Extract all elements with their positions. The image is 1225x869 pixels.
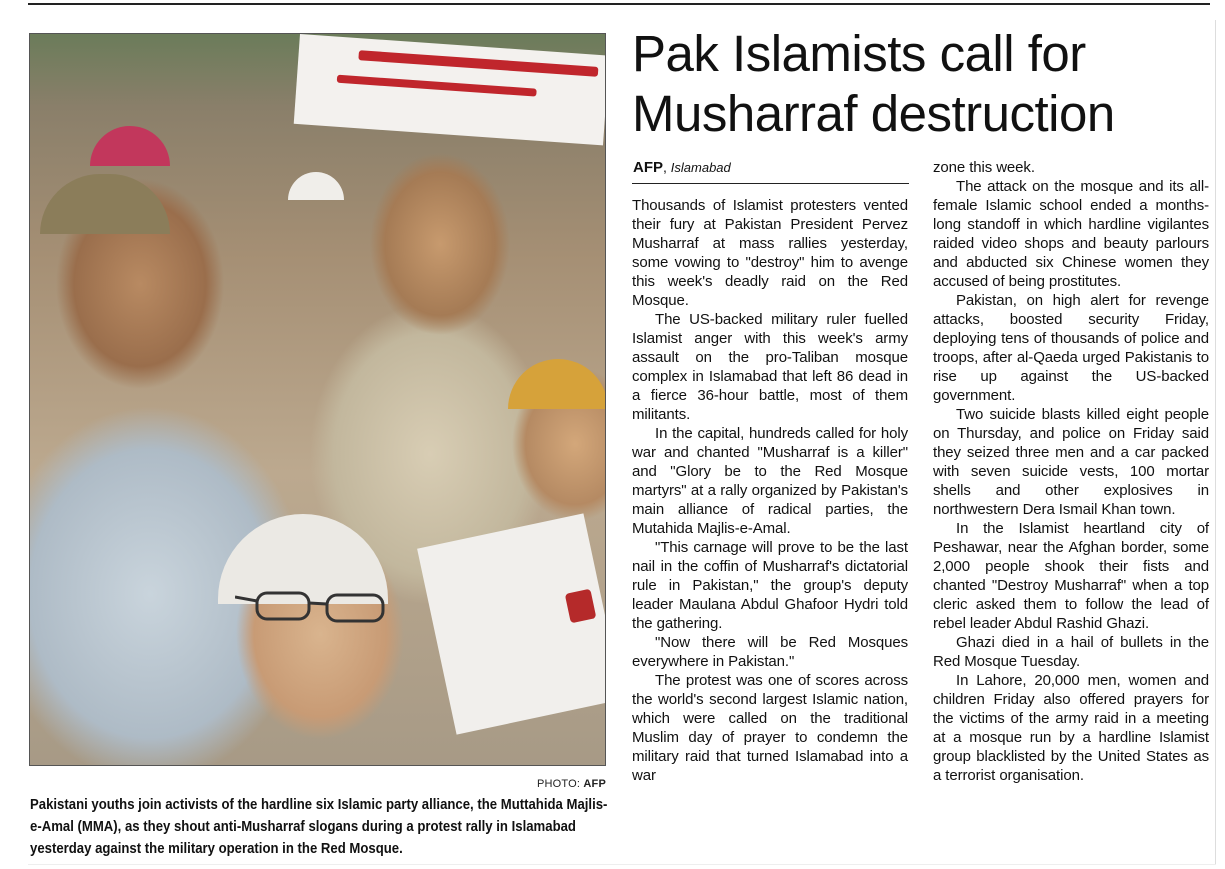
paragraph: "This carnage will prove to be the last nail in the coffin of Musharraf's dictatorial rule in Pakistan," the group's deputy leader Maulana Abdul Ghafoor Hydri told the gathering.	[632, 539, 908, 632]
paragraph: Ghazi died in a hail of bullets in the Red Mosque Tuesday.	[933, 634, 1209, 670]
top-rule	[28, 3, 1210, 5]
paragraph: "Now there will be Red Mosques everywhere in Pakistan."	[632, 634, 908, 670]
prayer-cap	[40, 174, 170, 234]
paragraph: Thousands of Islamist protesters vented their fury at Pakistan President Pervez Musharraf at mass rallies yesterday, some vowing to "destroy" him to avenge this week's deadly raid on the Red Mosque.	[632, 197, 908, 309]
byline: AFP, Islamabad	[633, 159, 731, 176]
prayer-cap	[288, 172, 344, 200]
photo-credit-label: PHOTO:	[536, 778, 581, 790]
prayer-cap	[508, 359, 606, 409]
party-flag	[417, 513, 606, 734]
photo-credit	[400, 778, 606, 790]
byline-agency: AFP	[633, 159, 663, 176]
paragraph: The attack on the mosque and its all-female Islamic school ended a months-long standoff in which hardline vigilantes raided video shops and beauty parlours and abducted six Chinese women they accused of being prostitutes.	[933, 178, 1209, 290]
bottom-rule	[28, 864, 1216, 865]
paragraph: In Lahore, 20,000 men, women and children Friday also offered prayers for the victims of the army raid in a meeting at a mosque run by a hardline Islamist group blacklisted by the United States as a terrorist organisation.	[933, 672, 1209, 784]
eyeglasses	[235, 589, 390, 623]
protest-banner	[294, 34, 606, 145]
paragraph: The US-backed military ruler fuelled Islamist anger with this week's army assault on the pro-Taliban mosque complex in Islamabad that left 86 dead in a fierce 36-hour battle, most of them militants.	[632, 311, 908, 423]
paragraph: In the capital, hundreds called for holy war and chanted "Musharraf is a killer" and "Glory be to the Red Mosque martyrs" at a rally organized by Pakistan's main alliance of radical parties, the Mutahida Majlis-e-Amal.	[632, 425, 908, 537]
article-column-2	[933, 158, 1209, 785]
paragraph: Pakistan, on high alert for revenge attacks, boosted security Friday, deploying tens of thousands of police and troops, after al-Qaeda urged Pakistanis to rise up against the US-backed government.	[933, 292, 1209, 404]
headline: Pak Islamists call for Musharraf destruction	[632, 25, 1115, 142]
column-divider	[1215, 20, 1216, 865]
byline-place: Islamabad	[670, 160, 731, 175]
photo-credit-source: AFP	[583, 778, 606, 790]
paragraph: In the Islamist heartland city of Peshawar, near the Afghan border, some 2,000 people shook their fists and chanted "Destroy Musharraf" when a top cleric asked them to follow the lead of rebel leader Abdul Rashid Ghazi.	[933, 520, 1209, 632]
paragraph: Two suicide blasts killed eight people on Thursday, and police on Friday said they seized three men and a car packed with seven suicide vests, 100 mortar shells and other explosives in northwestern Dera Ismail Khan town.	[933, 406, 1209, 518]
article-column-1	[632, 196, 908, 785]
prayer-cap	[90, 126, 170, 166]
byline-rule	[632, 183, 909, 184]
paragraph: The protest was one of scores across the world's second largest Islamic nation, which were called on the traditional Muslim day of prayer to condemn the military raid that turned Islamabad into a war	[632, 672, 908, 784]
protest-photo	[29, 33, 606, 766]
photo-caption: Pakistani youths join activists of the hardline six Islamic party alliance, the Muttahida Majlis-e-Amal (MMA), as they shout anti-Musharraf slogans during a protest rally in Islamabad yesterday against the military operation in the Red Mosque.	[30, 797, 608, 857]
paragraph-continuation: zone this week.	[933, 159, 1035, 176]
